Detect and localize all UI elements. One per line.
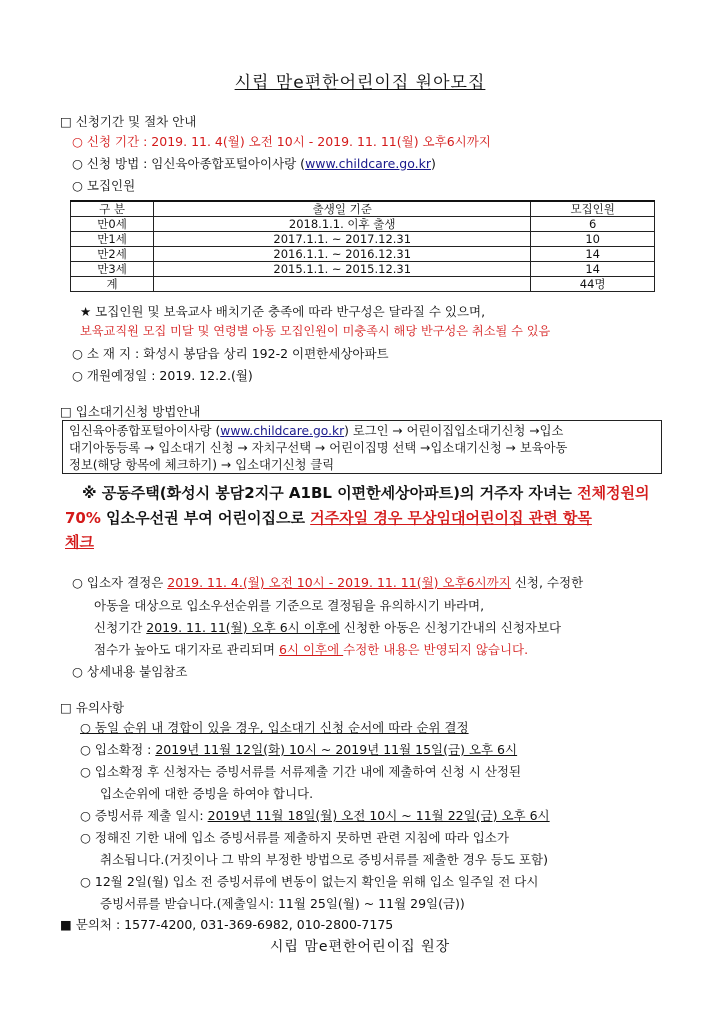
table-cell: 만0세 [71,217,154,232]
priority-highlight: 체크 [65,533,94,551]
caution-date: 2019년 11월 12일(화) 10시 ~ 2019년 11월 15일(금) 오후 6시 [155,742,518,757]
decision-text: 신청기간 [94,620,147,635]
decision-line [72,573,583,591]
caution-date: 2019년 11월 18일(월) 오전 10시 ~ 11월 22일(금) 오후 6시 [207,808,550,823]
waitlist-steps-line: 정보(해당 항목에 체크하기) → 입소대기신청 클릭 [69,458,335,472]
page-title: 시립 맘e편한어린이집 원아모집 [234,73,486,93]
table-row [71,232,655,247]
recruit-table [70,200,655,292]
table-cell [154,277,531,292]
decision-warning: 6시 이후에 [278,642,344,657]
decision-period: 2019. 11. 4.(월) 오전 10시 - 2019. 11. 11(월) 오후6시까지 [167,575,511,590]
details-reference: ○ 상세내용 붙임참조 [72,664,188,679]
priority-notice-line [65,507,592,528]
section-waitlist-heading: □ 입소대기신청 방법안내 [60,404,201,419]
decision-warning: 수정한 내용은 반영되지 않습니다. [343,642,529,657]
decision-line: 아동을 대상으로 입소우선순위를 기준으로 결정됨을 유의하시기 바라며, [94,598,485,613]
recruit-heading: ○ 모집인원 [72,178,136,193]
table-cell: 만3세 [71,262,154,277]
caution-item-cont: 취소됩니다.(거짓이나 그 밖의 부정한 방법으로 증빙서류를 제출한 경우 등도 포함) [100,852,548,867]
priority-text: ※ 공동주택(화성시 봉담2지구 A1BL 이편한세상아파트)의 거주자 자녀는 [82,484,578,502]
table-cell: 14 [531,262,655,277]
waitlist-steps-line [69,423,655,440]
decision-text: 신청한 아동은 신청기간내의 신청자보다 [339,620,562,635]
table-cell: 만2세 [71,247,154,262]
table-cell: 14 [531,247,655,262]
signature: 시립 맘e편한어린이집 원장 [269,939,451,955]
priority-notice-line [82,482,650,503]
caution-item: ○ 동일 순위 내 경합이 있을 경우, 입소대기 신청 순서에 따라 순위 결정 [80,720,469,735]
table-cell: 44명 [531,277,655,292]
priority-highlight: 70% [65,509,101,527]
opening-date: ○ 개원예정일 : 2019. 12.2.(월) [72,368,253,383]
decision-text: 신청, 수정한 [510,575,584,590]
table-row-total [71,277,655,292]
priority-highlight: 전체정원의 [577,484,650,502]
caution-item: ○ 입소확정 후 신청자는 증빙서류를 서류제출 기간 내에 제출하여 신청 시 산정된 [80,764,522,779]
decision-line [94,618,561,636]
caution-item: ○ 정해진 기한 내에 입소 증빙서류를 제출하지 못하면 관련 지침에 따라 입소가 [80,830,509,845]
table-cell: 2017.1.1. ~ 2017.12.31 [154,232,531,247]
table-row [71,217,655,232]
contact-info: ■ 문의처 : 1577-4200, 031-369-6982, 010-2800-7175 [60,917,394,932]
table-header: 구 분 [71,201,154,217]
caution-item-cont: 입소순위에 대한 증빙을 하여야 합니다. [100,786,314,801]
table-header: 출생일 기준 [154,201,531,217]
caution-text: ○ 입소확정 : [80,742,156,757]
table-cell: 10 [531,232,655,247]
decision-text: 점수가 높아도 대기자로 관리되며 [94,642,279,657]
table-cell: 2015.1.1. ~ 2015.12.31 [154,262,531,277]
section-apply-heading: □ 신청기간 및 절차 안내 [60,114,197,129]
apply-method-prefix: ○ 신청 방법 : 임신육아종합포털아이사랑 ( [72,156,306,171]
note-star-warning: 보육교직원 모집 미달 및 연령별 아동 모집인원이 미충족시 해당 반구성은 취소될 수 있음 [80,324,551,338]
decision-deadline: 2019. 11. 11(월) 오후 6시 이후에 [146,620,340,635]
table-cell: 계 [71,277,154,292]
caution-item [80,740,517,758]
waitlist-steps-box [62,420,662,474]
priority-notice-line [65,531,94,552]
address: ○ 소 재 지 : 화성시 봉담읍 상리 192-2 이편한세상아파트 [72,346,389,361]
table-row [71,247,655,262]
table-cell: 6 [531,217,655,232]
waitlist-steps-line: 대기아동등록 → 입소대기 신청 → 자치구선택 → 어린이집명 선택 →입소대기신청 → 보육아동 [69,441,568,455]
caution-item: ○ 12월 2일(월) 입소 전 증빙서류에 변동이 없는지 확인을 위해 입소 일주일 전 다시 [80,874,539,889]
priority-text: 입소우선권 부여 어린이집으로 [100,509,311,527]
table-cell: 2018.1.1. 이후 출생 [154,217,531,232]
priority-highlight: 거주자일 경우 무상임대어린이집 관련 항목 [310,509,592,527]
waitlist-step-text: ) 로그인 → 어린이집입소대기신청 →입소 [344,424,564,438]
caution-item [80,806,550,824]
table-cell: 만1세 [71,232,154,247]
childcare-link[interactable]: www.childcare.go.kr [220,424,345,438]
table-header-row [71,201,655,217]
apply-period: ○ 신청 기간 : 2019. 11. 4(월) 오전 10시 - 2019. 11. 11(월) 오후6시까지 [72,134,491,149]
caution-item-cont: 증빙서류를 받습니다.(제출일시: 11월 25일(월) ~ 11월 29일(금)) [100,896,465,911]
note-star: ★ 모집인원 및 보육교사 배치기준 충족에 따라 반구성은 달라질 수 있으며, [80,304,486,319]
apply-method-suffix: ) [431,156,436,171]
caution-text: ○ 증빙서류 제출 일시: [80,808,208,823]
decision-text: ○ 입소자 결정은 [72,575,168,590]
childcare-link[interactable]: www.childcare.go.kr [305,156,432,171]
waitlist-step-text: 임신육아종합포털아이사랑 ( [69,424,221,438]
apply-method [72,154,436,172]
table-cell: 2016.1.1. ~ 2016.12.31 [154,247,531,262]
table-header: 모집인원 [531,201,655,217]
table-row [71,262,655,277]
section-caution-heading: □ 유의사항 [60,700,125,715]
decision-line [94,640,528,658]
